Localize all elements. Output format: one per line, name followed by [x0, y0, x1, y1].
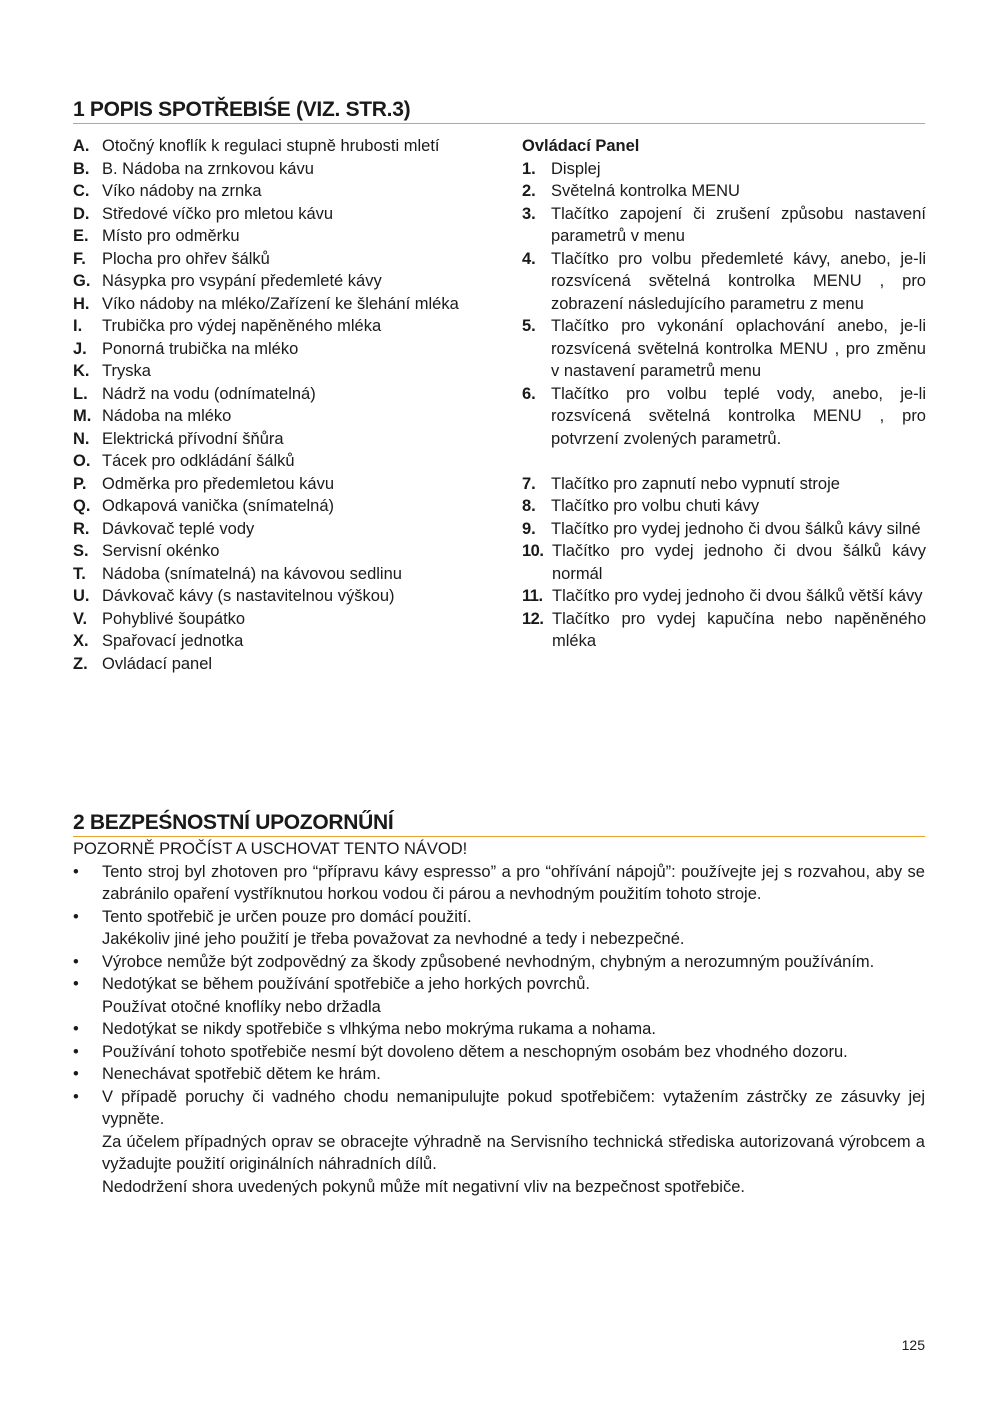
bullet-text: Používání tohoto spotřebiče nesmí být dovoleno dětem a neschopným osobám bez vhodného dozoru. [102, 1042, 848, 1061]
list-item [73, 585, 478, 608]
item-key: 7. [522, 474, 536, 493]
list-item [73, 338, 478, 361]
item-key: F. [73, 249, 86, 268]
item-text: Nádoba (snímatelná) na kávovou sedlinu [102, 564, 402, 583]
item-key: 11. [522, 587, 543, 605]
item-text: Trubička pro výdej napěněného mléka [102, 317, 382, 335]
list-item [522, 608, 926, 653]
list-item [73, 248, 478, 271]
item-key: 10. [522, 542, 544, 560]
item-text: Tlačítko pro volbu chuti kávy [551, 497, 760, 515]
item-text: Plocha pro ohřev šálků [102, 249, 270, 268]
bullet-icon: • [73, 907, 79, 926]
list-item [73, 563, 478, 586]
intro-text: POZORNĚ PROČÍST A USCHOVAT TENTO NÁVOD! [73, 840, 468, 858]
item-text: Tlačítko pro volbu teplé vody, anebo, je-li rozsvícená světelná kontrolka MENU , pro potvrzení zvolených parametrů. [551, 384, 926, 448]
list-item [73, 608, 478, 631]
bullet-text: Nedotýkat se nikdy spotřebiče s vlhkýma nebo mokrýma rukama a nohama. [102, 1020, 656, 1038]
list-item [73, 428, 478, 451]
item-text: Víko nádoby na zrnka [102, 182, 262, 200]
item-text: Středové víčko pro mletou kávu [102, 204, 334, 223]
item-text: Nádrž na vodu (odnímatelná) [102, 384, 316, 403]
list-item [73, 180, 478, 203]
parts-list [73, 135, 478, 675]
item-key: I. [73, 317, 83, 335]
bullet-text: Výrobce nemůže být zodpovědný za škody způsobené nevhodným, chybným a nerozumným používáním. [102, 952, 875, 971]
item-key: A. [73, 137, 90, 155]
item-text: Násypka pro vsypání předemleté kávy [102, 272, 382, 290]
list-item [522, 518, 926, 541]
item-key: 4. [522, 249, 536, 268]
list-item [73, 906, 925, 951]
item-text: Ovládací panel [102, 654, 213, 673]
list-item [73, 518, 478, 541]
list-item [73, 225, 478, 248]
list-item [522, 585, 926, 608]
list-item [73, 405, 478, 428]
bullet-icon: • [73, 1020, 79, 1038]
item-text: Dávkovač kávy (s nastavitelnou výškou) [102, 587, 395, 605]
list-item [73, 861, 925, 906]
item-key: B. [73, 159, 90, 178]
item-text: Ponorná trubička na mléko [102, 339, 299, 358]
bullet-text: Nedodržení shora uvedených pokynů může mít negativní vliv na bezpečnost spotřebiče. [102, 1177, 745, 1196]
list-item [73, 315, 478, 338]
bullet-text: Používat otočné knoflíky nebo držadla [102, 997, 381, 1016]
item-key: X. [73, 632, 89, 650]
item-text: Elektrická přívodní šňůra [102, 429, 284, 448]
panel-title: Ovládací Panel [522, 137, 640, 155]
item-text: Otočný knoflík k regulaci stupně hrubosti mletí [102, 137, 440, 155]
item-key: 8. [522, 497, 536, 515]
list-item [73, 973, 925, 1018]
item-text: Víko nádoby na mléko/Zařízení ke šlehání mléka [102, 294, 459, 313]
item-key: K. [73, 362, 90, 380]
list-item [73, 540, 478, 563]
list-item [73, 1086, 925, 1199]
item-key: U. [73, 587, 90, 605]
list-item [522, 540, 926, 585]
list-item [73, 203, 478, 226]
item-key: 5. [522, 317, 536, 335]
bullet-icon: • [73, 975, 79, 993]
item-text: Nádoba na mléko [102, 407, 232, 425]
item-key: M. [73, 407, 92, 425]
bullet-text: Nenechávat spotřebič dětem ke hrám. [102, 1065, 381, 1083]
item-key: O. [73, 452, 91, 470]
section1-title: 1 POPIS SPOTŘEBIŚE (VIZ. STR.3) [73, 97, 925, 124]
bullet-text: Za účelem případných oprav se obracejte výhradně na Servisního technická střediska autorizovaná výrobcem a vyžadujte použití originálních náhradních dílů. [102, 1132, 925, 1173]
item-text: Pohyblivé šoupátko [102, 609, 246, 628]
item-text: Tlačítko pro zapnutí nebo vypnutí stroje [551, 474, 840, 493]
item-text: Tlačítko pro vydej kapučína nebo napěněného mléka [552, 609, 926, 650]
list-item [73, 450, 478, 473]
bullet-text: Tento stroj byl zhotoven pro “přípravu kávy espresso” a pro “ohřívání nápojů”: používejte jej s rozvahou, aby se zabránilo opaření vystříknutou horkou vodou či párou a nevhodným použitím tohoto stroje. [102, 862, 925, 903]
list-item [73, 473, 478, 496]
item-key: N. [73, 429, 90, 448]
list-item [522, 180, 926, 203]
list-item [522, 473, 926, 496]
item-key: 12. [522, 609, 544, 628]
item-text: Tácek pro odkládání šálků [102, 452, 295, 470]
item-key: 6. [522, 384, 536, 403]
item-key: 9. [522, 519, 536, 538]
bullet-text: Tento spotřebič je určen pouze pro domácí použití. [102, 907, 472, 926]
item-text: Servisní okénko [102, 542, 220, 560]
item-key: H. [73, 294, 90, 313]
bullet-text: V případě poruchy či vadného chodu nemanipulujte pokud spotřebičem: vytažením zástrčky ze zásuvky jej vypněte. [102, 1087, 925, 1128]
item-key: L. [73, 384, 88, 403]
list-item [522, 495, 926, 518]
list-item [73, 360, 478, 383]
bullet-icon: • [73, 1065, 79, 1083]
list-item [522, 383, 926, 451]
item-text: Tlačítko pro volbu předemleté kávy, anebo, je-li rozsvícená světelná kontrolka MENU , pro zobrazení následujícího parametru z menu [551, 249, 926, 313]
list-item [73, 630, 478, 653]
item-key: G. [73, 272, 91, 290]
list-item [73, 383, 478, 406]
list-item [522, 158, 926, 181]
item-text: Spařovací jednotka [102, 632, 244, 650]
item-key: 3. [522, 204, 536, 223]
item-key: 1. [522, 159, 536, 178]
bullet-icon: • [73, 952, 79, 971]
item-text: Tlačítko pro vydej jednoho či dvou šálků kávy normál [552, 542, 926, 583]
list-item [73, 495, 478, 518]
bullet-icon: • [73, 1087, 79, 1106]
bullet-text: Jakékoliv jiné jeho použití je třeba považovat za nevhodné a tedy i nebezpečné. [102, 930, 685, 948]
item-key: E. [73, 227, 89, 245]
item-text: Tlačítko pro vydej jednoho či dvou šálků větší kávy [552, 587, 923, 605]
item-key: J. [73, 339, 87, 358]
item-key: Z. [73, 654, 88, 673]
list-item [522, 315, 926, 383]
bullet-icon: • [73, 1042, 79, 1061]
item-key: V. [73, 609, 88, 628]
bullet-icon: • [73, 862, 79, 881]
item-text: Dávkovač teplé vody [102, 519, 255, 538]
control-panel-list [522, 135, 926, 653]
item-text: Místo pro odměrku [102, 227, 240, 245]
list-item [73, 1063, 925, 1086]
list-item [73, 1018, 925, 1041]
item-key: R. [73, 519, 90, 538]
list-item [73, 158, 478, 181]
item-text: Odkapová vanička (snímatelná) [102, 497, 335, 515]
item-text: Světelná kontrolka MENU [551, 182, 740, 200]
item-text: Displej [551, 159, 601, 178]
item-key: P. [73, 474, 87, 493]
item-key: S. [73, 542, 89, 560]
list-item [73, 1041, 925, 1064]
list-item [73, 293, 478, 316]
safety-warnings [73, 838, 925, 1198]
item-key: 2. [522, 182, 536, 200]
list-item [73, 951, 925, 974]
item-key: Q. [73, 497, 91, 515]
item-key: C. [73, 182, 90, 200]
list-item [73, 135, 478, 158]
list-item [73, 653, 478, 676]
item-text: Tlačítko zapojení či zrušení způsobu nastavení parametrů v menu [551, 204, 926, 245]
item-key: T. [73, 564, 86, 583]
bullet-text: Nedotýkat se během používání spotřebiče a jeho horkých povrchů. [102, 975, 590, 993]
item-text: Tryska [102, 362, 151, 380]
list-item [522, 248, 926, 316]
item-text: B. Nádoba na zrnkovou kávu [102, 159, 314, 178]
item-key: D. [73, 204, 90, 223]
item-text: Tlačítko pro vykonání oplachování anebo, je-li rozsvícená světelná kontrolka MENU , pro změnu v nastavení parametrů menu [551, 317, 926, 380]
item-text: Odměrka pro předemletou kávu [102, 474, 335, 493]
section2-title: 2 BEZPEŚNOSTNÍ UPOZORNŰNÍ [73, 810, 925, 837]
spacer [522, 450, 926, 473]
item-text: Tlačítko pro vydej jednoho či dvou šálků kávy silné [551, 519, 921, 538]
list-item [73, 270, 478, 293]
page-number: 125 [901, 1337, 925, 1353]
list-item [522, 203, 926, 248]
